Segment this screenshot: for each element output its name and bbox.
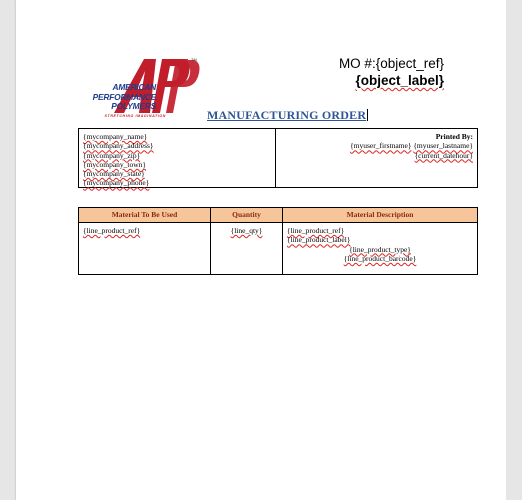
header-material: Material To Be Used: [79, 208, 211, 222]
materials-header-row: [79, 208, 477, 223]
company-name-line: [83, 132, 271, 141]
user-lastname: {myuser_lastname}: [413, 141, 473, 151]
company-phone: {mycompany_phone}: [83, 178, 150, 188]
desc-product-ref: {line_product_ref}: [287, 226, 345, 235]
user-firstname: {myuser_firstname}: [350, 141, 412, 151]
desc-barcode-line: [287, 254, 473, 263]
desc-label-line: [287, 235, 473, 244]
table-row: [79, 223, 477, 274]
mo-ref-line: [339, 55, 444, 72]
printed-by-cell: [276, 129, 477, 187]
quantity-line: [215, 226, 278, 235]
company-info-cell: [79, 129, 276, 187]
page-title-text: MANUFACTURING ORDER: [207, 108, 367, 122]
printed-by-user-line: [280, 141, 473, 150]
desc-type-line: [287, 245, 473, 254]
material-cell: [79, 223, 211, 274]
product-ref: {line_product_ref}: [83, 226, 141, 235]
product-ref-line: [83, 226, 206, 235]
window-margin: [506, 0, 522, 500]
company-phone-line: [83, 178, 271, 187]
company-state-line: [83, 169, 271, 178]
description-cell: [283, 223, 477, 274]
logo-tagline: STRETCHING IMAGINATION: [104, 114, 166, 118]
header-quantity: Quantity: [211, 208, 283, 222]
mo-header: [339, 55, 444, 89]
company-info-table: [78, 128, 478, 188]
page-title: [207, 108, 368, 123]
company-logo: [92, 55, 202, 127]
product-qty: {line_qty}: [230, 226, 263, 235]
printed-by-date-line: [280, 151, 473, 160]
mo-label: {object_label}: [355, 73, 444, 88]
desc-product-barcode: {line_product_barcode}: [343, 253, 417, 263]
company-town: {mycompany_town}: [83, 159, 147, 169]
mo-label-line: [339, 72, 444, 89]
logo-line-1: AMERICAN: [112, 82, 156, 92]
logo-wordmark: [92, 83, 156, 112]
text-cursor: [367, 109, 368, 121]
mo-ref: MO #:{object_ref}: [338, 56, 444, 71]
trademark-text: TM: [191, 57, 197, 62]
printed-by-label: Printed By:: [435, 132, 473, 141]
company-zip: {mycompany_zip}: [83, 150, 141, 160]
company-state: {mycompany_state}: [83, 169, 145, 179]
company-zip-line: [83, 151, 271, 160]
company-address-line: [83, 141, 271, 150]
materials-table: [78, 207, 478, 275]
company-town-line: [83, 160, 271, 169]
current-datehour: {current_datehour}: [414, 150, 473, 160]
company-address: {mycompany_address}: [83, 141, 154, 151]
desc-product-type: {line_product_type}: [349, 244, 411, 254]
quantity-cell: [211, 223, 283, 274]
logo-line-3: POLYMERS: [111, 101, 156, 112]
logo-line-2: PERFORMANCE: [92, 91, 156, 102]
document-page: [16, 0, 506, 500]
desc-ref-line: [287, 226, 473, 235]
company-name: {mycompany_name}: [83, 132, 148, 141]
header-description: Material Description: [346, 210, 414, 219]
desc-product-label: {line_product_label}: [287, 235, 351, 245]
